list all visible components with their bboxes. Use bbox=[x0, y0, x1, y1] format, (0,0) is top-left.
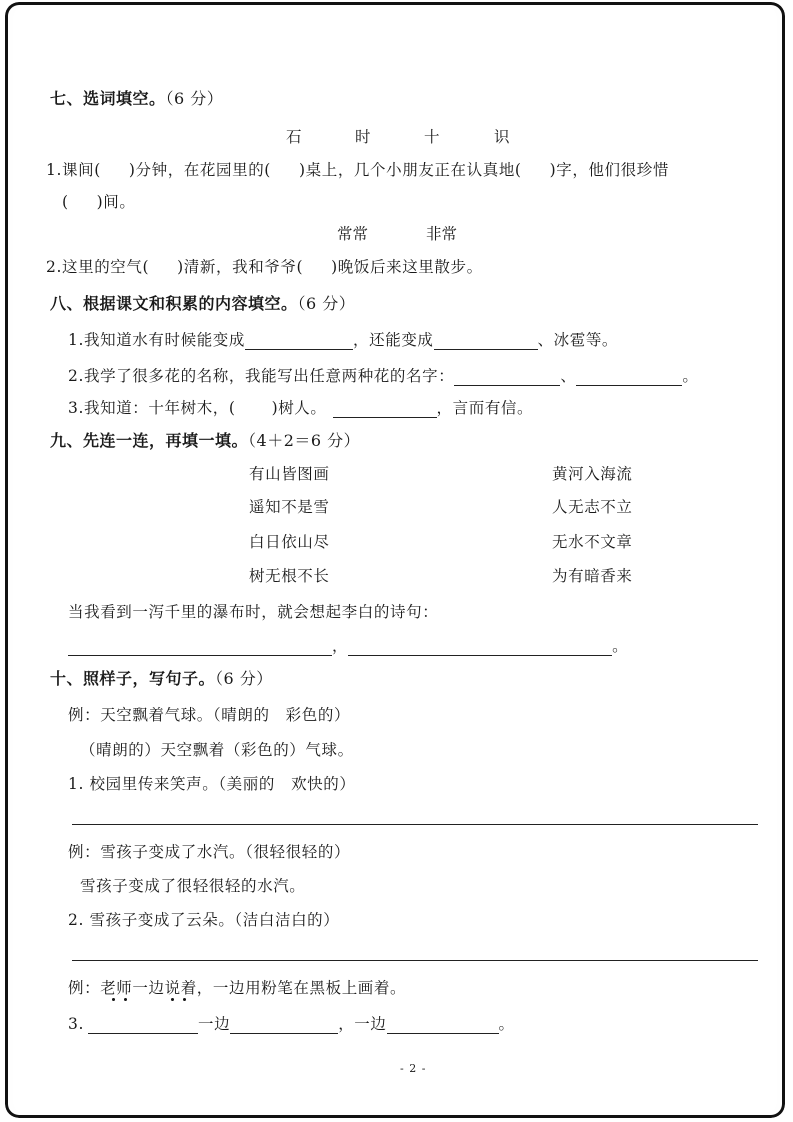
s8-question-2: 2.我学了很多花的名称，我能写出任意两种花的名字： 、 。 bbox=[68, 367, 699, 385]
s10-question-3: 3. 一边 ，一边 。 bbox=[68, 1015, 515, 1033]
s7-question-2: 2.这里的空气( )清新，我和爷爷( )晚饭后来这里散步。 bbox=[46, 258, 483, 276]
answer-blank[interactable] bbox=[348, 639, 612, 656]
answer-line-1[interactable] bbox=[72, 824, 758, 825]
section-10-heading: 十、照样子，写句子。（6 分） bbox=[50, 669, 273, 688]
emphasis-dot bbox=[124, 998, 127, 1001]
answer-blank[interactable] bbox=[245, 333, 353, 350]
s8-question-1: 1.我知道水有时候能变成 ，还能变成 、冰雹等。 bbox=[68, 331, 619, 349]
match-left-2[interactable]: 遥知不是雪 bbox=[249, 498, 330, 516]
section-9-heading: 九、先连一连，再填一填。（4＋2＝6 分） bbox=[50, 431, 361, 450]
match-right-2[interactable]: 人无志不立 bbox=[552, 498, 633, 516]
answer-blank[interactable] bbox=[434, 333, 538, 350]
match-right-1[interactable]: 黄河入海流 bbox=[552, 465, 633, 483]
s9-fill-prompt: 当我看到一泻千里的瀑布时，就会想起李白的诗句： bbox=[68, 603, 439, 621]
s10-question-2: 2. 雪孩子变成了云朵。（洁白洁白的） bbox=[68, 911, 340, 929]
match-right-4[interactable]: 为有暗香来 bbox=[552, 567, 633, 585]
word-choice-5: 常常 bbox=[337, 225, 369, 243]
example-2-answer: 雪孩子变成了很轻很轻的水汽。 bbox=[80, 877, 306, 895]
word-choice-2: 时 bbox=[355, 128, 371, 146]
match-left-1[interactable]: 有山皆图画 bbox=[249, 465, 330, 483]
emphasis-dot bbox=[171, 998, 174, 1001]
example-1-answer: （晴朗的）天空飘着（彩色的）气球。 bbox=[80, 741, 354, 759]
emphasis-dot bbox=[183, 998, 186, 1001]
match-left-3[interactable]: 白日依山尽 bbox=[249, 533, 330, 551]
answer-blank[interactable] bbox=[387, 1017, 499, 1034]
s9-fill-answer: ， 。 bbox=[68, 634, 628, 656]
word-choice-3: 十 bbox=[424, 128, 440, 146]
section-7-title: 七、选词填空。 bbox=[50, 89, 166, 108]
answer-blank[interactable] bbox=[333, 401, 437, 418]
word-choice-1: 石 bbox=[286, 128, 302, 146]
example-1: 例：天空飘着气球。（晴朗的 彩色的） bbox=[68, 706, 351, 724]
match-left-4[interactable]: 树无根不长 bbox=[249, 567, 330, 585]
section-7-points: （6 分） bbox=[165, 89, 224, 108]
s10-question-1: 1. 校园里传来笑声。（美丽的 欢快的） bbox=[68, 775, 356, 793]
section-8-heading: 八、根据课文和积累的内容填空。（6 分） bbox=[50, 294, 356, 313]
s7-question-1: 1.课间( )分钟，在花园里的( )桌上，几个小朋友正在认真地( )字，他们很珍惜 bbox=[46, 161, 669, 179]
answer-blank[interactable] bbox=[454, 369, 560, 386]
page-number: - 2 - bbox=[400, 1062, 427, 1075]
match-right-3[interactable]: 无水不文章 bbox=[552, 533, 633, 551]
s8-question-3: 3.我知道：十年树木，( )树人。 ，言而有信。 bbox=[68, 399, 534, 417]
answer-blank[interactable] bbox=[230, 1017, 338, 1034]
emphasis-dot bbox=[112, 998, 115, 1001]
word-choice-4: 识 bbox=[494, 128, 510, 146]
answer-blank[interactable] bbox=[68, 639, 332, 656]
answer-blank[interactable] bbox=[576, 369, 682, 386]
s7-question-1-cont: ( )间。 bbox=[62, 193, 136, 211]
example-3: 例：老师一边说着，一边用粉笔在黑板上画着。 bbox=[68, 979, 407, 997]
answer-blank[interactable] bbox=[88, 1017, 198, 1034]
word-choice-6: 非常 bbox=[426, 225, 458, 243]
example-2: 例：雪孩子变成了水汽。（很轻很轻的） bbox=[68, 843, 351, 861]
answer-line-2[interactable] bbox=[72, 960, 758, 961]
section-7-heading bbox=[50, 86, 223, 109]
